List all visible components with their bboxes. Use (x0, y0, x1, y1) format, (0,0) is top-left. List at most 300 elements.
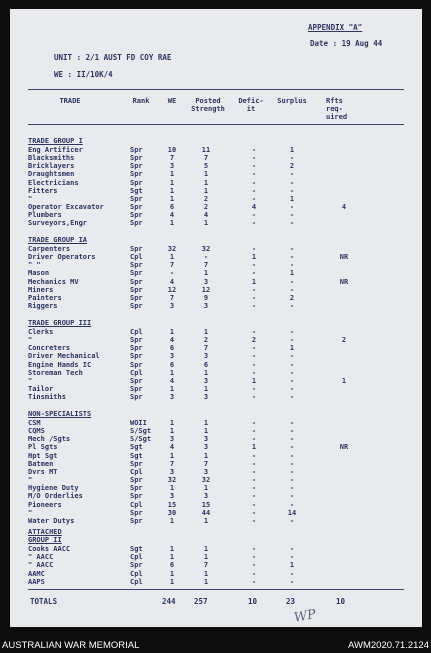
we-cell: 7 (169, 154, 175, 163)
header-deficit: Defic- it (238, 97, 264, 113)
we-cell: 1 (169, 186, 175, 195)
trade-cell: Eng Artificer (28, 146, 83, 154)
deficit-cell: - (251, 211, 257, 220)
deficit-cell: - (251, 393, 257, 402)
trade-cell: Fitters (28, 186, 58, 195)
deficit-cell: - (251, 219, 257, 228)
deficit-cell: - (251, 360, 257, 369)
table-row (10, 170, 422, 178)
deficit-cell: - (251, 476, 257, 485)
deficit-cell: - (251, 516, 257, 525)
deficit-cell: - (251, 492, 257, 501)
surplus-cell: - (289, 553, 295, 562)
surplus-cell: - (289, 476, 295, 485)
deficit-cell: - (251, 577, 257, 586)
posted-cell: 3 (203, 492, 209, 501)
rank-cell: Spr (130, 211, 143, 220)
we-cell: 3 (169, 162, 175, 171)
rank-cell: Spr (130, 336, 143, 345)
we-cell: 3 (169, 467, 175, 476)
table-row (10, 377, 422, 385)
posted-cell: 5 (203, 162, 209, 171)
table-row (10, 253, 422, 261)
rank-cell: Spr (130, 352, 143, 361)
table-row (10, 154, 422, 162)
table-row (10, 211, 422, 219)
section-title: TRADE GROUP I (28, 137, 83, 145)
footer-institution: AUSTRALIAN WAR MEMORIAL (2, 640, 140, 651)
posted-cell: 1 (203, 269, 209, 278)
deficit-cell: 1 (251, 277, 257, 286)
we-cell: 6 (169, 344, 175, 353)
table-row (10, 468, 422, 476)
rank-cell: Spr (130, 245, 143, 253)
posted-cell: 1 (203, 368, 209, 377)
we-cell: 3 (169, 302, 175, 311)
table-row (10, 427, 422, 435)
trade-cell: " AACC (28, 553, 54, 562)
we-cell: 7 (169, 459, 175, 468)
posted-cell: 7 (203, 154, 209, 163)
we-cell: 1 (169, 577, 175, 586)
we-cell: 7 (169, 293, 175, 302)
we-cell: 4 (169, 443, 175, 452)
deficit-cell: - (251, 368, 257, 377)
trade-cell: Pioneers (28, 500, 62, 509)
rank-cell: Spr (130, 194, 143, 203)
rank-cell: Cpl (130, 569, 143, 578)
table-row (10, 245, 422, 253)
posted-cell: 32 (201, 245, 211, 253)
we-line: WE : II/10K/4 (54, 70, 113, 79)
trade-cell: Blacksmiths (28, 154, 75, 163)
trade-cell: CSM (28, 419, 41, 427)
footer-reference: AWM2020.71.2124 (348, 640, 429, 651)
surplus-cell: - (289, 352, 295, 361)
posted-cell: 3 (203, 376, 209, 385)
we-cell: 7 (169, 261, 175, 270)
deficit-cell: - (251, 186, 257, 195)
trade-cell: Engine Hands IC (28, 360, 92, 369)
totals-posted: 257 (194, 597, 208, 606)
posted-cell: 4 (203, 211, 209, 220)
posted-cell: 15 (201, 500, 211, 509)
deficit-cell: - (251, 154, 257, 163)
posted-cell: 1 (203, 545, 209, 553)
surplus-cell: - (289, 186, 295, 195)
trade-cell: Concreters (28, 344, 71, 353)
deficit-cell: 1 (251, 376, 257, 385)
table-row (10, 570, 422, 578)
trade-cell: " (28, 508, 33, 517)
surplus-cell: - (289, 393, 295, 402)
posted-cell: 7 (203, 344, 209, 353)
surplus-cell: - (289, 427, 295, 436)
rank-cell: Sgt (130, 545, 143, 553)
trade-cell: Water Dutys (28, 516, 75, 525)
rank-cell: Spr (130, 219, 143, 228)
rank-cell: Spr (130, 393, 143, 402)
surplus-cell: - (289, 419, 295, 427)
section-title: ATTACHED GROUP II (28, 528, 62, 544)
deficit-cell: - (251, 245, 257, 253)
table-row (10, 443, 422, 451)
section-title: TRADE GROUP III (28, 319, 92, 327)
rank-cell: Spr (130, 508, 143, 517)
rfts-cell: NR (339, 253, 349, 262)
trade-cell: M/O Orderlies (28, 492, 83, 501)
table-row (10, 146, 422, 154)
trade-cell: Miners (28, 285, 54, 294)
trade-cell: Bricklayers (28, 162, 75, 171)
deficit-cell: - (251, 427, 257, 436)
posted-cell: 9 (203, 293, 209, 302)
deficit-cell: - (251, 467, 257, 476)
we-cell: 1 (169, 194, 175, 203)
deficit-cell: - (251, 435, 257, 444)
rank-cell: Spr (130, 178, 143, 187)
deficit-cell: - (251, 146, 257, 154)
rank-cell: Spr (130, 162, 143, 171)
deficit-cell: - (251, 561, 257, 570)
posted-cell: 1 (203, 328, 209, 336)
header-trade: TRADE (59, 97, 81, 105)
posted-cell: 3 (203, 277, 209, 286)
surplus-cell: - (289, 516, 295, 525)
totals-label: TOTALS (30, 597, 58, 606)
table-row (10, 278, 422, 286)
deficit-cell: 2 (251, 336, 257, 345)
totals-surplus: 23 (286, 597, 296, 606)
table-row (10, 435, 422, 443)
rank-cell: Spr (130, 269, 143, 278)
rank-cell: WOII (130, 419, 147, 427)
rank-cell: Spr (130, 285, 143, 294)
rank-cell: Spr (130, 261, 143, 270)
header-surplus: Surplus (277, 97, 307, 105)
surplus-cell: - (289, 376, 295, 385)
we-cell: 1 (169, 569, 175, 578)
rfts-cell: 2 (341, 336, 347, 345)
header-rank: Rank (132, 97, 150, 105)
surplus-cell: - (289, 170, 295, 179)
trade-cell: CQMS (28, 427, 45, 436)
posted-cell: 1 (203, 569, 209, 578)
rank-cell: Spr (130, 476, 143, 485)
table-row (10, 328, 422, 336)
rank-cell: Spr (130, 203, 143, 212)
table-row (10, 269, 422, 277)
table-row (10, 460, 422, 468)
trade-cell: Mech /Sgts (28, 435, 71, 444)
we-cell: 4 (169, 277, 175, 286)
table-row (10, 509, 422, 517)
surplus-cell: - (289, 211, 295, 220)
rank-cell: Cpl (130, 553, 143, 562)
deficit-cell: - (251, 508, 257, 517)
surplus-cell: 14 (287, 508, 297, 517)
header-posted-strength: Posted Strength (191, 97, 225, 113)
table-row (10, 369, 422, 377)
rank-cell: Spr (130, 302, 143, 311)
surplus-cell: - (289, 253, 295, 262)
we-cell: 3 (169, 435, 175, 444)
trade-cell: Hpt Sgt (28, 451, 58, 460)
posted-cell: 2 (203, 194, 209, 203)
deficit-cell: - (251, 302, 257, 311)
posted-cell: 1 (203, 178, 209, 187)
table-row (10, 261, 422, 269)
deficit-cell: - (251, 385, 257, 394)
we-cell: 1 (169, 427, 175, 436)
deficit-cell: - (251, 328, 257, 336)
deficit-cell: 1 (251, 443, 257, 452)
rank-cell: Spr (130, 154, 143, 163)
posted-cell: 1 (203, 577, 209, 586)
we-cell: 6 (169, 360, 175, 369)
table-row (10, 302, 422, 310)
rank-cell: Cpl (130, 253, 143, 262)
we-cell: 1 (169, 516, 175, 525)
posted-cell: 1 (203, 427, 209, 436)
we-cell: 1 (169, 368, 175, 377)
table-row (10, 492, 422, 500)
rank-cell: Sgt (130, 443, 143, 452)
trade-cell: Surveyors,Engr (28, 219, 88, 228)
table-row (10, 452, 422, 460)
table-row (10, 162, 422, 170)
deficit-cell: - (251, 569, 257, 578)
we-cell: 1 (169, 385, 175, 394)
header-top-rule (28, 89, 404, 90)
we-cell: 4 (169, 376, 175, 385)
we-cell: 1 (169, 328, 175, 336)
table-row (10, 517, 422, 525)
rank-cell: Spr (130, 360, 143, 369)
posted-cell: 1 (203, 219, 209, 228)
posted-cell: 1 (203, 516, 209, 525)
we-cell: 15 (167, 500, 177, 509)
trade-cell: " " (28, 261, 41, 270)
table-row (10, 187, 422, 195)
archive-footer (0, 637, 431, 653)
posted-cell: 1 (203, 385, 209, 394)
table-row (10, 393, 422, 401)
section-title: NON-SPECIALISTS (28, 410, 92, 418)
posted-cell: 1 (203, 186, 209, 195)
surplus-cell: 1 (289, 269, 295, 278)
posted-cell: 1 (203, 553, 209, 562)
trade-cell: Pl Sgts (28, 443, 58, 452)
rank-cell: Spr (130, 146, 143, 154)
rank-cell: Spr (130, 492, 143, 501)
deficit-cell: - (251, 269, 257, 278)
rank-cell: Spr (130, 344, 143, 353)
rfts-cell: 4 (341, 203, 347, 212)
surplus-cell: - (289, 385, 295, 394)
totals-we: 244 (162, 597, 176, 606)
we-cell: 1 (169, 178, 175, 187)
trade-cell: Hygiene Duty (28, 484, 79, 493)
surplus-cell: - (289, 219, 295, 228)
deficit-cell: - (251, 162, 257, 171)
rfts-cell: NR (339, 277, 349, 286)
table-row (10, 203, 422, 211)
we-cell: 4 (169, 336, 175, 345)
posted-cell: 3 (203, 435, 209, 444)
deficit-cell: - (251, 178, 257, 187)
we-cell: 3 (169, 352, 175, 361)
surplus-cell: 1 (289, 561, 295, 570)
rank-cell: Spr (130, 376, 143, 385)
we-cell: 30 (167, 508, 177, 517)
table-row (10, 476, 422, 484)
trade-cell: Storeman Tech (28, 368, 83, 377)
header-we: WE (167, 97, 177, 105)
table-row (10, 352, 422, 360)
deficit-cell: 4 (251, 203, 257, 212)
header-bottom-rule (28, 124, 404, 125)
rfts-cell: NR (339, 443, 349, 452)
totals-row (10, 597, 422, 607)
posted-cell: 1 (203, 170, 209, 179)
rank-cell: Spr (130, 170, 143, 179)
table-row (10, 294, 422, 302)
deficit-cell: - (251, 194, 257, 203)
surplus-cell: - (289, 577, 295, 586)
trade-cell: " AACC (28, 561, 54, 570)
rank-cell: S/Sgt (130, 427, 152, 436)
surplus-cell: - (289, 178, 295, 187)
we-cell: 32 (167, 245, 177, 253)
surplus-cell: - (289, 328, 295, 336)
deficit-cell: - (251, 419, 257, 427)
trade-cell: " (28, 194, 33, 203)
we-cell: 3 (169, 393, 175, 402)
surplus-cell: 1 (289, 146, 295, 154)
deficit-cell: - (251, 451, 257, 460)
table-row (10, 501, 422, 509)
trade-cell: Draughtsmen (28, 170, 75, 179)
table-row (10, 561, 422, 569)
trade-cell: AAPS (28, 577, 45, 586)
rank-cell: Cpl (130, 368, 143, 377)
trade-cell: Batmen (28, 459, 54, 468)
totals-deficit: 10 (248, 597, 258, 606)
table-row (10, 419, 422, 427)
deficit-cell: - (251, 293, 257, 302)
totals-rfts: 10 (336, 597, 346, 606)
surplus-cell: - (289, 360, 295, 369)
deficit-cell: - (251, 500, 257, 509)
deficit-cell: - (251, 344, 257, 353)
header-rfts-required: Rfts req- uired (326, 97, 348, 121)
posted-cell: 6 (203, 360, 209, 369)
rank-cell: Spr (130, 277, 143, 286)
posted-cell: 3 (203, 352, 209, 361)
trade-cell: Cooks AACC (28, 545, 71, 553)
table-row (10, 545, 422, 553)
table-row (10, 286, 422, 294)
surplus-cell: 2 (289, 162, 295, 171)
posted-cell: 1 (203, 451, 209, 460)
document-date: Date : 19 Aug 44 (310, 39, 383, 48)
surplus-cell: - (289, 285, 295, 294)
trade-cell: Driver Mechanical (28, 352, 100, 361)
we-cell: 32 (167, 476, 177, 485)
rank-cell: Sgt (130, 451, 143, 460)
surplus-cell: - (289, 500, 295, 509)
rank-cell: Cpl (130, 467, 143, 476)
we-cell: 1 (169, 219, 175, 228)
rank-cell: S/Sgt (130, 435, 152, 444)
trade-cell: Dvrs MT (28, 467, 58, 476)
we-cell: 10 (167, 146, 177, 154)
posted-cell: 2 (203, 203, 209, 212)
rank-cell: Spr (130, 561, 143, 570)
handwritten-signature: WP (292, 607, 318, 626)
rank-cell: Spr (130, 385, 143, 394)
trade-cell: " (28, 376, 33, 385)
posted-cell: 3 (203, 443, 209, 452)
we-cell: 1 (169, 419, 175, 427)
we-cell: 4 (169, 211, 175, 220)
surplus-cell: - (289, 302, 295, 311)
trade-cell: Mason (28, 269, 50, 278)
unit-line: UNIT : 2/1 AUST FD COY RAE (54, 53, 172, 62)
trade-cell: Tinsmiths (28, 393, 66, 402)
rank-cell: Sgt (130, 186, 143, 195)
posted-cell: 7 (203, 261, 209, 270)
surplus-cell: - (289, 459, 295, 468)
posted-cell: 7 (203, 459, 209, 468)
surplus-cell: - (289, 545, 295, 553)
deficit-cell: - (251, 261, 257, 270)
we-cell: 12 (167, 285, 177, 294)
rank-cell: Spr (130, 484, 143, 493)
table-row (10, 179, 422, 187)
table-row (10, 385, 422, 393)
surplus-cell: - (289, 154, 295, 163)
we-cell: 1 (169, 170, 175, 179)
deficit-cell: - (251, 545, 257, 553)
rank-cell: Cpl (130, 500, 143, 509)
surplus-cell: - (289, 484, 295, 493)
posted-cell: 3 (203, 467, 209, 476)
we-cell: 1 (169, 545, 175, 553)
surplus-cell: - (289, 569, 295, 578)
surplus-cell: - (289, 277, 295, 286)
surplus-cell: - (289, 245, 295, 253)
table-row (10, 361, 422, 369)
section-title: TRADE GROUP IA (28, 236, 88, 244)
posted-cell: 1 (203, 419, 209, 427)
rfts-cell: 1 (341, 376, 347, 385)
surplus-cell: - (289, 467, 295, 476)
posted-cell: 32 (201, 476, 211, 485)
posted-cell: 1 (203, 484, 209, 493)
we-cell: 3 (169, 492, 175, 501)
we-cell: 1 (169, 451, 175, 460)
posted-cell: 44 (201, 508, 211, 517)
trade-cell: Operator Excavator (28, 203, 104, 212)
trade-cell: Riggers (28, 302, 58, 311)
trade-cell: Plumbers (28, 211, 62, 220)
table-row (10, 195, 422, 203)
surplus-cell: - (289, 261, 295, 270)
deficit-cell: - (251, 352, 257, 361)
appendix-label: APPENDIX "A" (308, 23, 363, 32)
